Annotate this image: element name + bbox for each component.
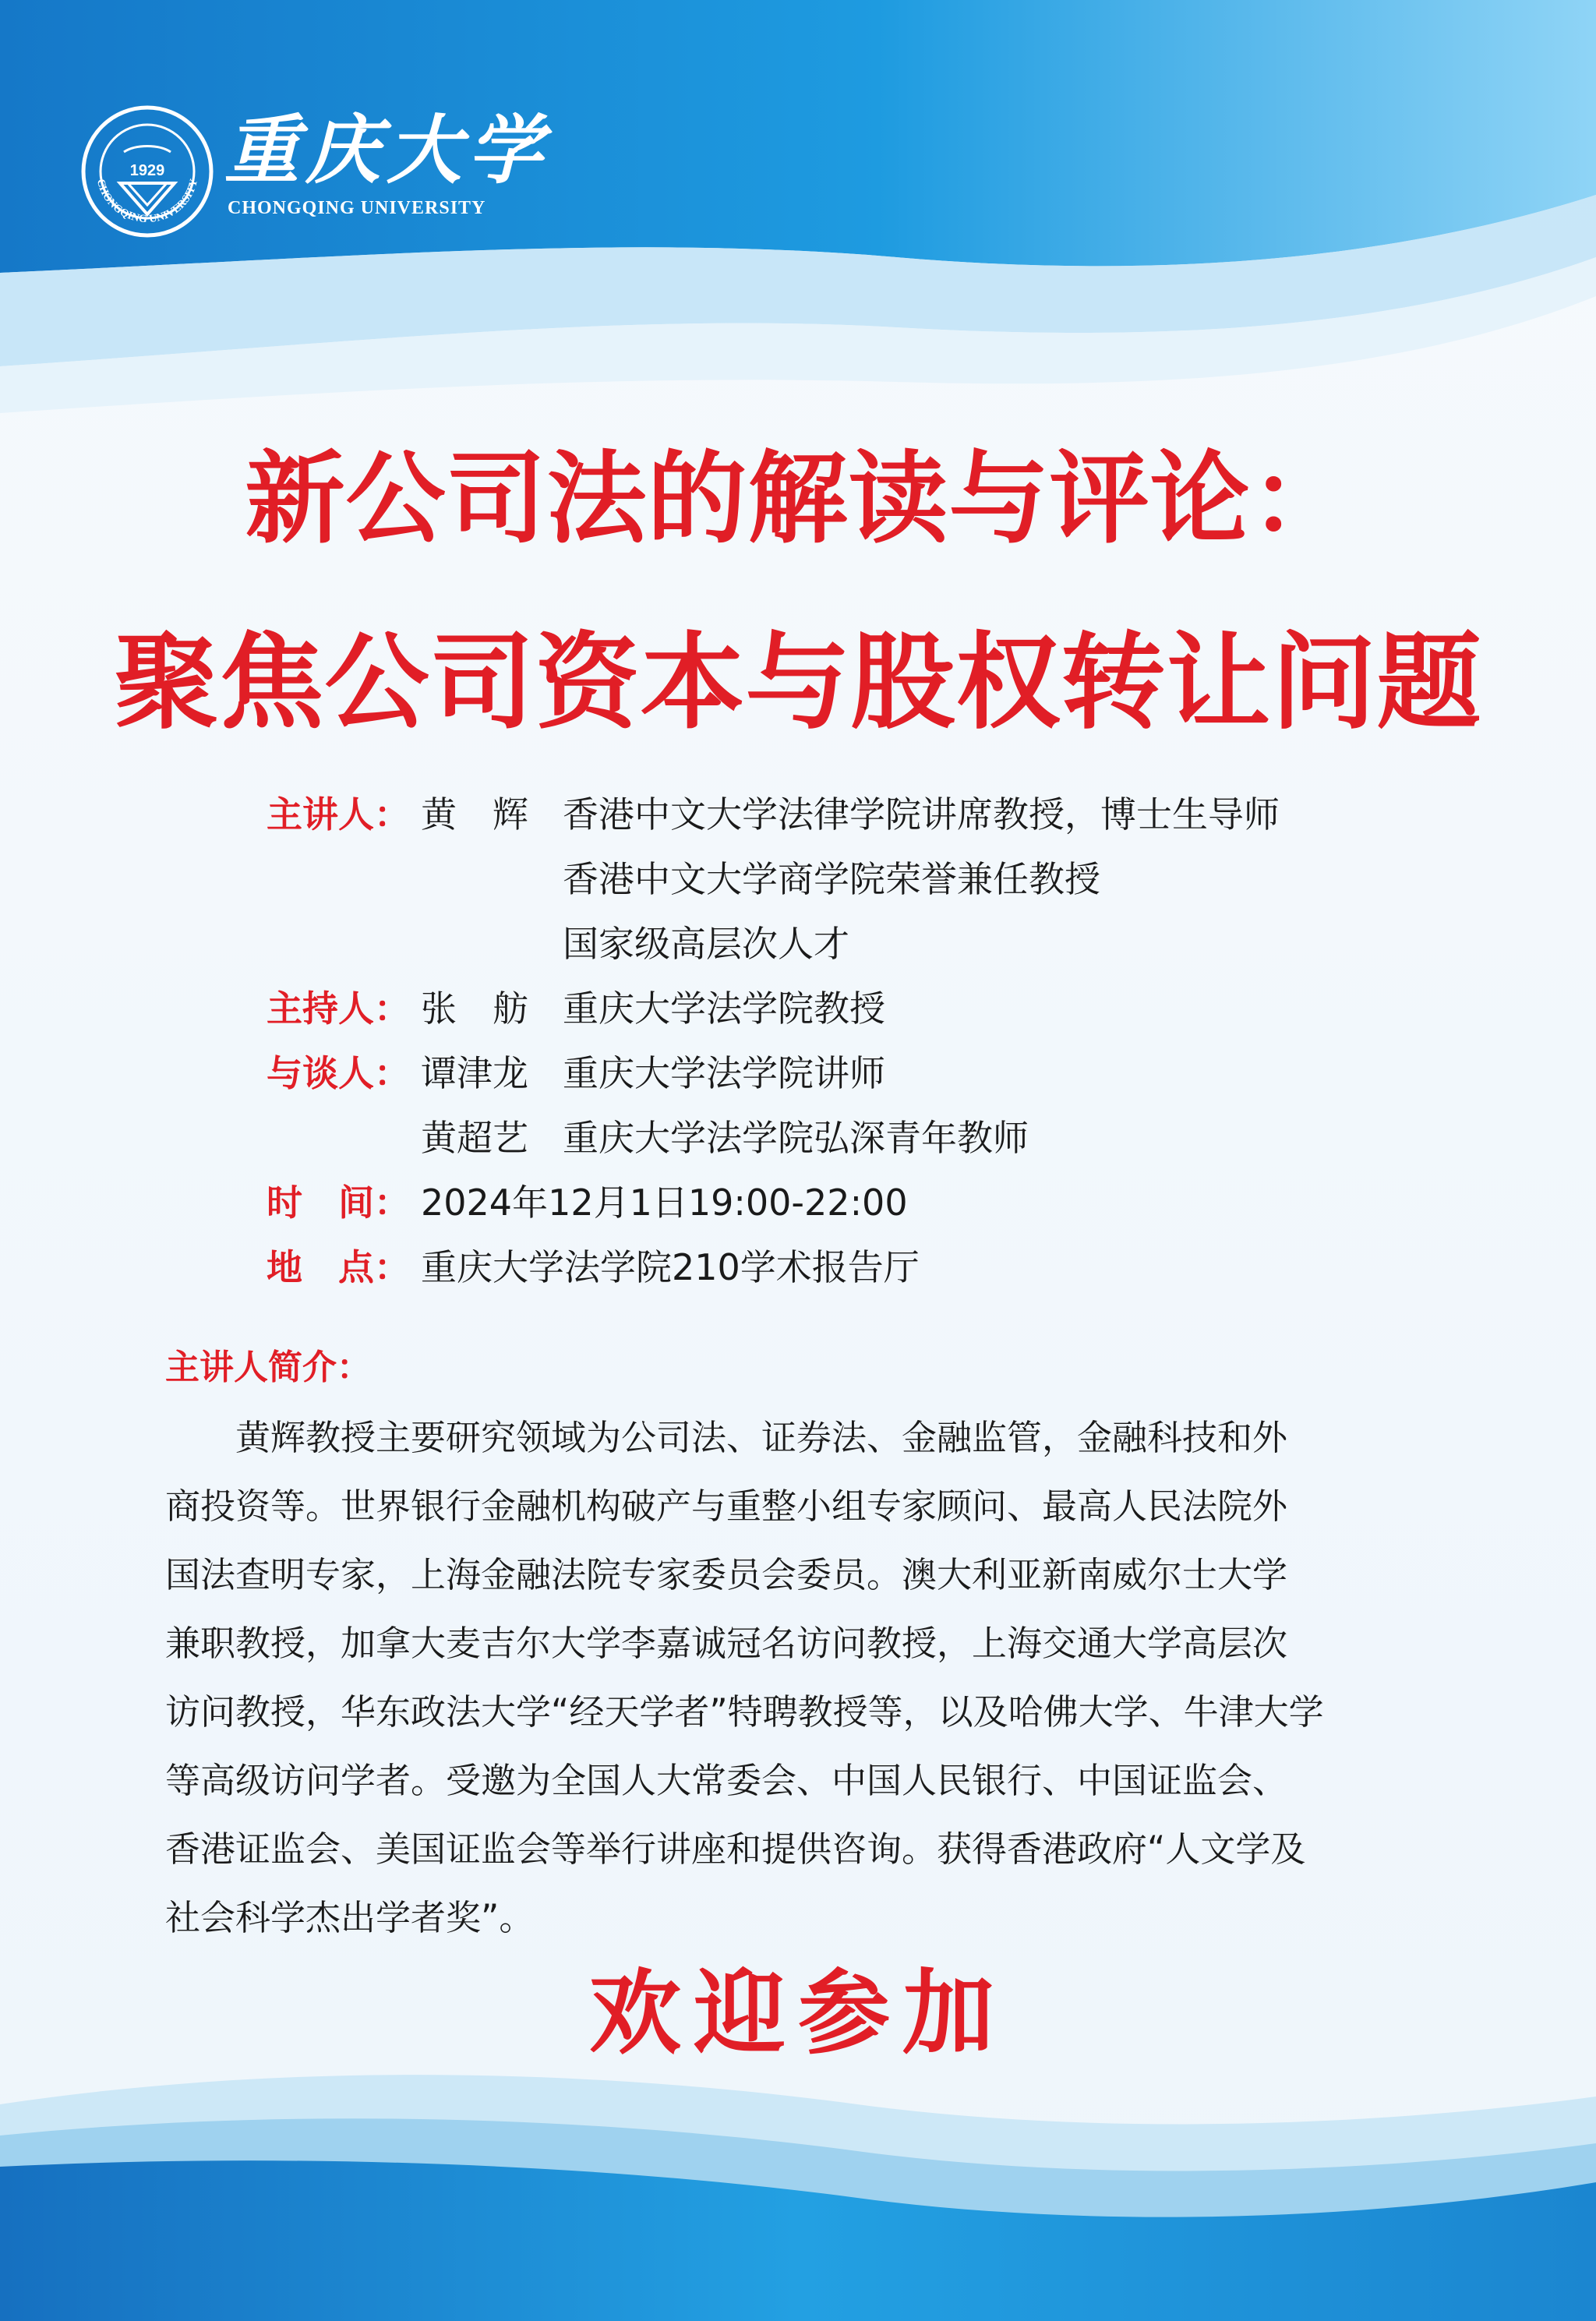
intro-line: 等高级访问学者。受邀为全国人大常委会、中国人民银行、中国证监会、: [165, 1760, 1288, 1801]
title-line-2: 聚焦公司资本与股权转让问题: [114, 620, 1482, 744]
intro-line: 访问教授，华东政法大学“经天学者”特聘教授等，以及哈佛大学、牛津大学: [165, 1691, 1324, 1733]
welcome-text: 欢迎参加: [588, 1959, 1007, 2067]
info-label: 主持人：: [267, 987, 410, 1030]
info-desc: 重庆大学法学院教授: [563, 987, 885, 1030]
intro-line: 黄辉教授主要研究领域为公司法、证券法、金融监管，金融科技和外: [165, 1417, 1288, 1458]
intro-line: 国法查明专家，上海金融法院专家委员会委员。澳大利亚新南威尔士大学: [165, 1554, 1288, 1595]
intro-line: 商投资等。世界银行金融机构破产与重整小组专家顾问、最高人民法院外: [165, 1486, 1288, 1527]
university-name-en: CHONGQING UNIVERSITY: [228, 198, 486, 218]
info-row-speaker: [0, 787, 1596, 842]
info-row-host: [0, 981, 1596, 1036]
info-desc: 重庆大学法学院讲师: [563, 1052, 885, 1094]
info-desc: 香港中文大学法律学院讲席教授，博士生导师: [563, 793, 1280, 835]
university-name-cn: 重庆大学: [224, 106, 549, 194]
emblem-year: 1929: [129, 162, 165, 179]
info-desc: 重庆大学法学院弘深青年教师: [563, 1117, 1029, 1159]
university-emblem-icon: [81, 105, 214, 238]
info-label: 地 点：: [267, 1246, 410, 1288]
info-value: 重庆大学法学院210学术报告厅: [421, 1246, 920, 1288]
info-row-speaker-2: [0, 852, 1596, 906]
info-desc: 国家级高层次人才: [563, 923, 849, 965]
info-row-time: [0, 1175, 1596, 1230]
info-row-panelist: [0, 1046, 1596, 1100]
info-name: 谭津龙: [421, 1052, 528, 1094]
info-row-speaker-3: [0, 917, 1596, 971]
intro-line: 香港证监会、美国证监会等举行讲座和提供咨询。获得香港政府“人文学及: [165, 1828, 1306, 1870]
emblem-ring-text: CHONGQING UNIVERSITY: [94, 178, 201, 226]
info-value: 2024年12月1日19:00-22:00: [421, 1182, 908, 1224]
info-row-panelist-2: [0, 1111, 1596, 1165]
info-desc: 香港中文大学商学院荣誉兼任教授: [563, 858, 1100, 900]
info-row-location: [0, 1240, 1596, 1295]
intro-heading: 主讲人简介：: [165, 1348, 371, 1387]
info-name: 黄 辉: [421, 793, 528, 835]
intro-line: 社会科学杰出学者奖”。: [165, 1897, 535, 1938]
intro-line: 兼职教授，加拿大麦吉尔大学李嘉诚冠名访问教授，上海交通大学高层次: [165, 1623, 1288, 1664]
info-label: 时 间：: [267, 1182, 410, 1224]
svg-text:CHONGQING UNIVERSITY: [94, 178, 200, 225]
info-name: 张 舫: [421, 987, 528, 1030]
info-label: 主讲人：: [267, 793, 410, 835]
info-label: 与谈人：: [267, 1052, 410, 1094]
title-line-1: 新公司法的解读与评论：: [245, 440, 1351, 557]
info-name: 黄超艺: [421, 1117, 528, 1159]
